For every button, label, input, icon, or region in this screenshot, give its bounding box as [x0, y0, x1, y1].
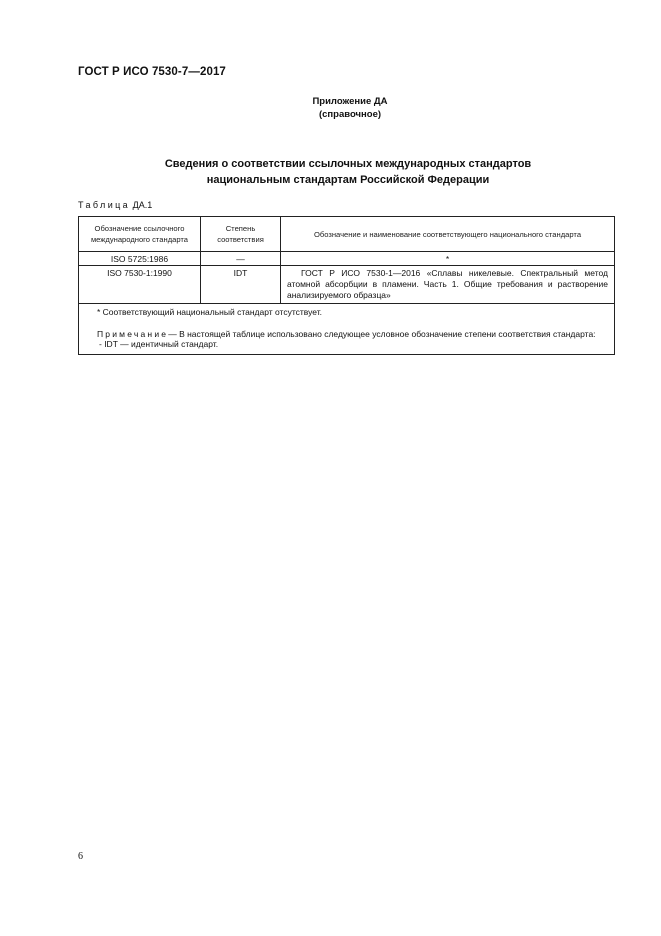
- page-number: 6: [78, 851, 83, 862]
- note-label: Примечание: [97, 328, 169, 339]
- cell-degree: IDT: [201, 266, 281, 304]
- column-header-intl: Обозначение ссылочного международного стандарта: [79, 217, 201, 252]
- heading-line-1: Сведения о соответствии ссылочных международных стандартов: [164, 158, 532, 170]
- cell-intl: ISO 7530-1:1990: [79, 266, 201, 304]
- cell-national: ГОСТ Р ИСО 7530-1—2016 «Сплавы никелевые. Спектральный метод атомной абсорбции в пламени. Часть 1. Общие требования и растворение анализируемого образца»: [281, 266, 615, 304]
- annex-title: Приложение ДА: [312, 96, 388, 107]
- table-caption-word: Таблица: [78, 200, 131, 210]
- cell-degree: —: [201, 252, 281, 266]
- annex-subtitle: (справочное): [318, 109, 382, 120]
- table-row: [79, 252, 615, 266]
- footnote: * Соответствующий национальный стандарт отсутствует.: [97, 307, 323, 317]
- cell-national: *: [281, 252, 615, 266]
- note: [85, 329, 608, 340]
- section-heading: [0, 156, 661, 188]
- column-header-national: Обозначение и наименование соответствующего национального стандарта: [281, 217, 615, 252]
- table-row: [79, 266, 615, 304]
- cell-intl: ISO 5725:1986: [79, 252, 201, 266]
- note-text: — В настоящей таблице использовано следующее условное обозначение степени соответствия стандарта:: [168, 328, 596, 339]
- column-header-degree: Степень соответствия: [201, 217, 281, 252]
- document-code: ГОСТ Р ИСО 7530-7—2017: [78, 66, 226, 78]
- table-caption: [78, 200, 152, 210]
- correspondence-table: [78, 216, 615, 355]
- table-footer: [79, 304, 615, 355]
- table-header-row: [79, 217, 615, 252]
- table-caption-number: ДА.1: [132, 200, 153, 210]
- heading-line-2: национальным стандартам Российской Федерации: [206, 174, 490, 186]
- note-item: - IDT — идентичный стандарт.: [99, 339, 219, 349]
- table-footer-row: [79, 304, 615, 355]
- annex-block: [0, 95, 661, 121]
